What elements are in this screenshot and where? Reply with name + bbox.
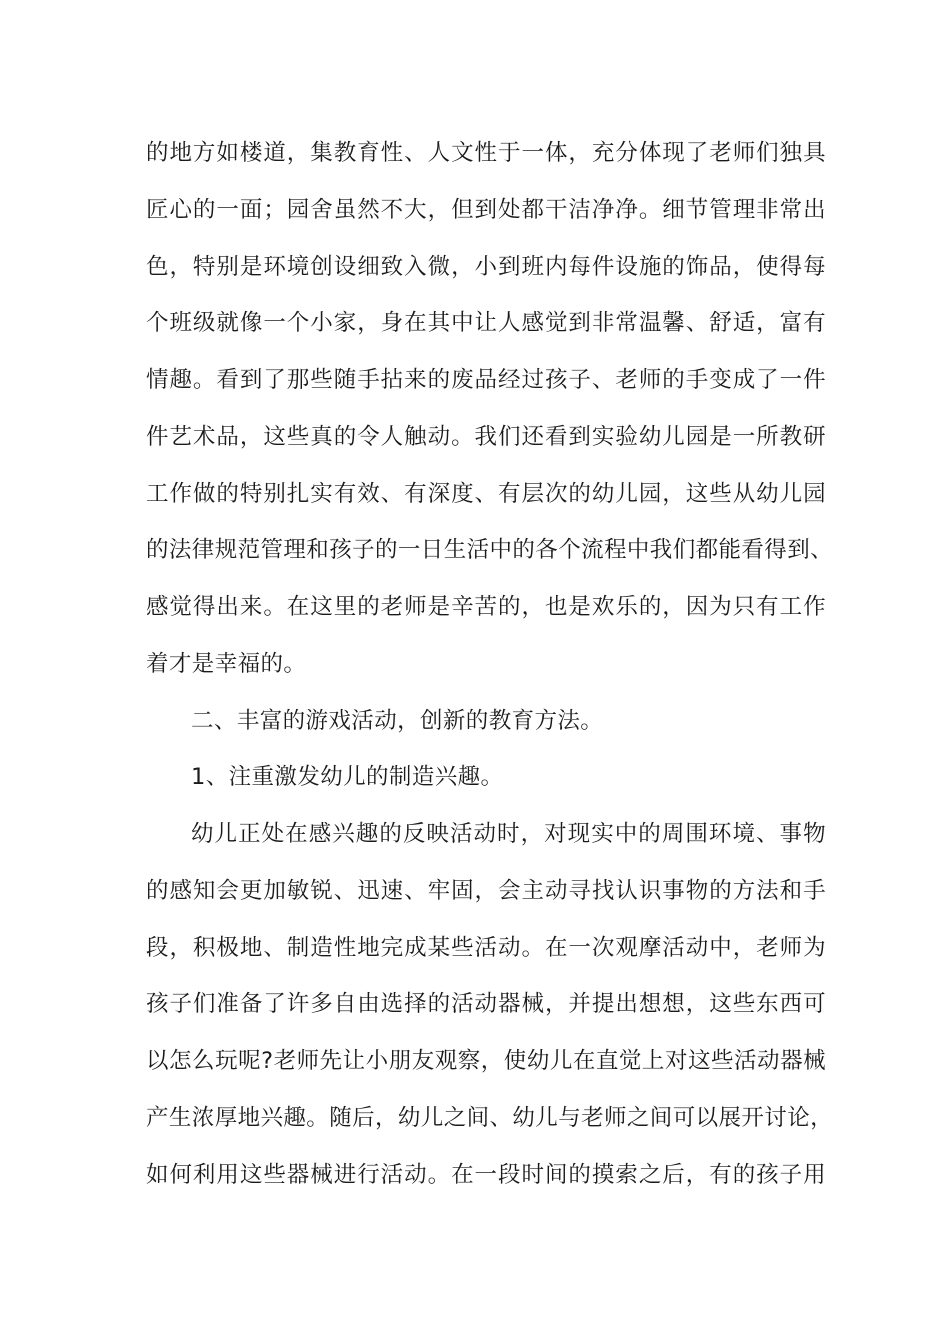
text-line: 个班级就像一个小家，身在其中让人感觉到非常温馨、舒适，富有 (146, 310, 826, 337)
text-line: 的法律规范管理和孩子的一日生活中的各个流程中我们都能看得到、 (146, 537, 834, 564)
text-line: 匠心的一面；园舍虽然不大，但到处都干洁净净。细节管理非常出 (146, 196, 826, 223)
text-line: 情趣。看到了那些随手拈来的废品经过孩子、老师的手变成了一件 (146, 367, 826, 393)
section-heading: 二、丰富的游戏活动，创新的教育方法。 (191, 707, 604, 734)
text-line: 幼儿正处在感兴趣的反映活动时，对现实中的周围环境、事物 (191, 821, 826, 847)
text-line: 产生浓厚地兴趣。随后，幼儿之间、幼儿与老师之间可以展开讨论， (146, 1104, 834, 1131)
text-line: 着才是幸福的。 (146, 650, 307, 677)
text-line: 以怎么玩呢?老师先让小朋友观察，使幼儿在直觉上对这些活动器械 (146, 1048, 826, 1074)
text-line: 的地方如楼道，集教育性、人文性于一体，充分体现了老师们独具 (146, 140, 826, 166)
text-line: 感觉得出来。在这里的老师是辛苦的，也是欢乐的，因为只有工作 (146, 594, 826, 620)
text-line: 段，积极地、制造性地完成某些活动。在一次观摩活动中，老师为 (146, 934, 826, 961)
text-line: 工作做的特别扎实有效、有深度、有层次的幼儿园，这些从幼儿园 (146, 480, 826, 507)
text-line: 的感知会更加敏锐、迅速、牢固，会主动寻找认识事物的方法和手 (146, 877, 826, 904)
subsection-heading: 1、注重激发幼儿的制造兴趣。 (191, 764, 504, 791)
document-body (146, 125, 834, 1203)
text-line: 件艺术品，这些真的令人触动。我们还看到实验幼儿园是一所教研 (146, 423, 826, 450)
paragraph-environment (146, 125, 834, 693)
text-line: 如何利用这些器械进行活动。在一段时间的摸索之后，有的孩子用 (146, 1161, 826, 1188)
text-line: 色，特别是环境创设细致入微，小到班内每件设施的饰品，使得每 (146, 253, 826, 280)
text-line: 孩子们准备了许多自由选择的活动器械，并提出想想，这些东西可 (146, 991, 826, 1018)
paragraph-interest (146, 806, 834, 1203)
